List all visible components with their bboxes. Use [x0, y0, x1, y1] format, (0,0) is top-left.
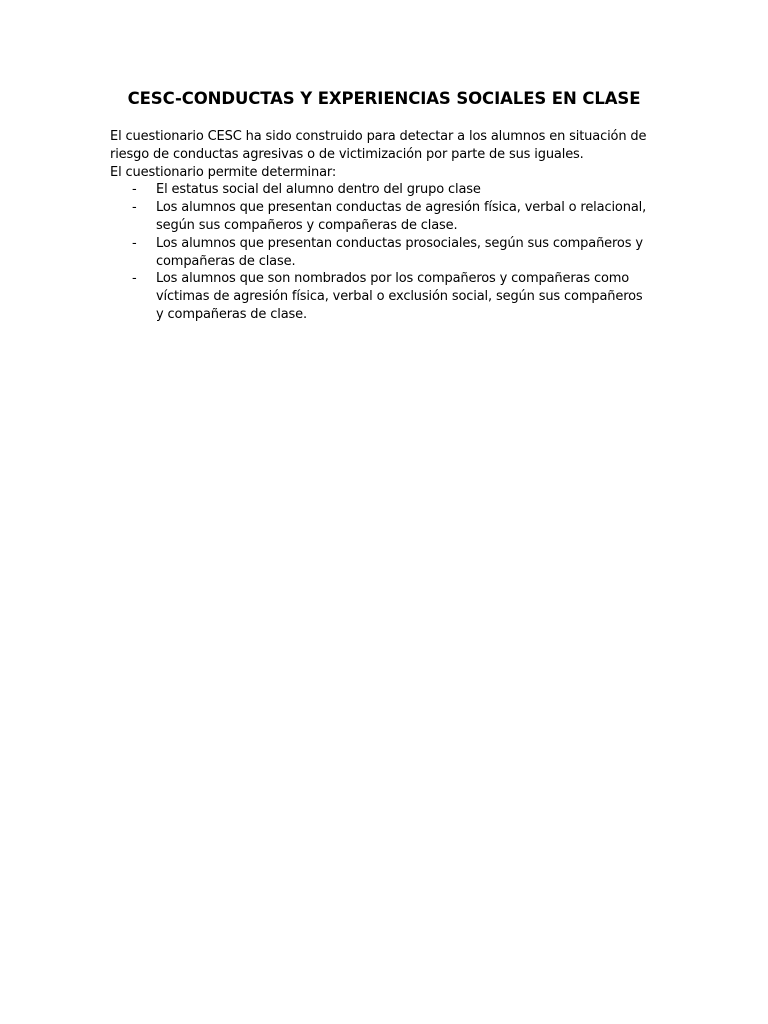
list-item-text: Los alumnos que presentan conductas prosociales, según sus compañeros y compañeras de clase. — [156, 235, 643, 269]
lead-paragraph: El cuestionario permite determinar: — [110, 164, 337, 180]
list-item-text: El estatus social del alumno dentro del grupo clase — [156, 182, 481, 198]
bullet-dash: - — [132, 271, 137, 287]
intro-paragraph: El cuestionario CESC ha sido construido para detectar a los alumnos en situación de riesgo de conductas agresivas o de victimización por parte de sus iguales. — [110, 129, 647, 162]
bullet-dash: - — [132, 200, 137, 216]
list-item — [110, 199, 650, 235]
list-item — [110, 235, 650, 271]
bullet-dash: - — [132, 235, 137, 251]
document-title: CESC-CONDUCTAS Y EXPERIENCIAS SOCIALES EN CLASE — [127, 89, 641, 108]
list-item-text: Los alumnos que son nombrados por los compañeros y compañeras como víctimas de agresión física, verbal o exclusión social, según sus compañeros y compañeras de clase. — [156, 271, 643, 322]
list-item — [110, 270, 650, 323]
document-body — [110, 128, 650, 324]
bullet-dash: - — [132, 182, 137, 198]
bullet-list — [110, 181, 650, 323]
list-item — [110, 181, 650, 199]
list-item-text: Los alumnos que presentan conductas de agresión física, verbal o relacional, según sus compañeros y compañeras de clase. — [156, 200, 647, 233]
